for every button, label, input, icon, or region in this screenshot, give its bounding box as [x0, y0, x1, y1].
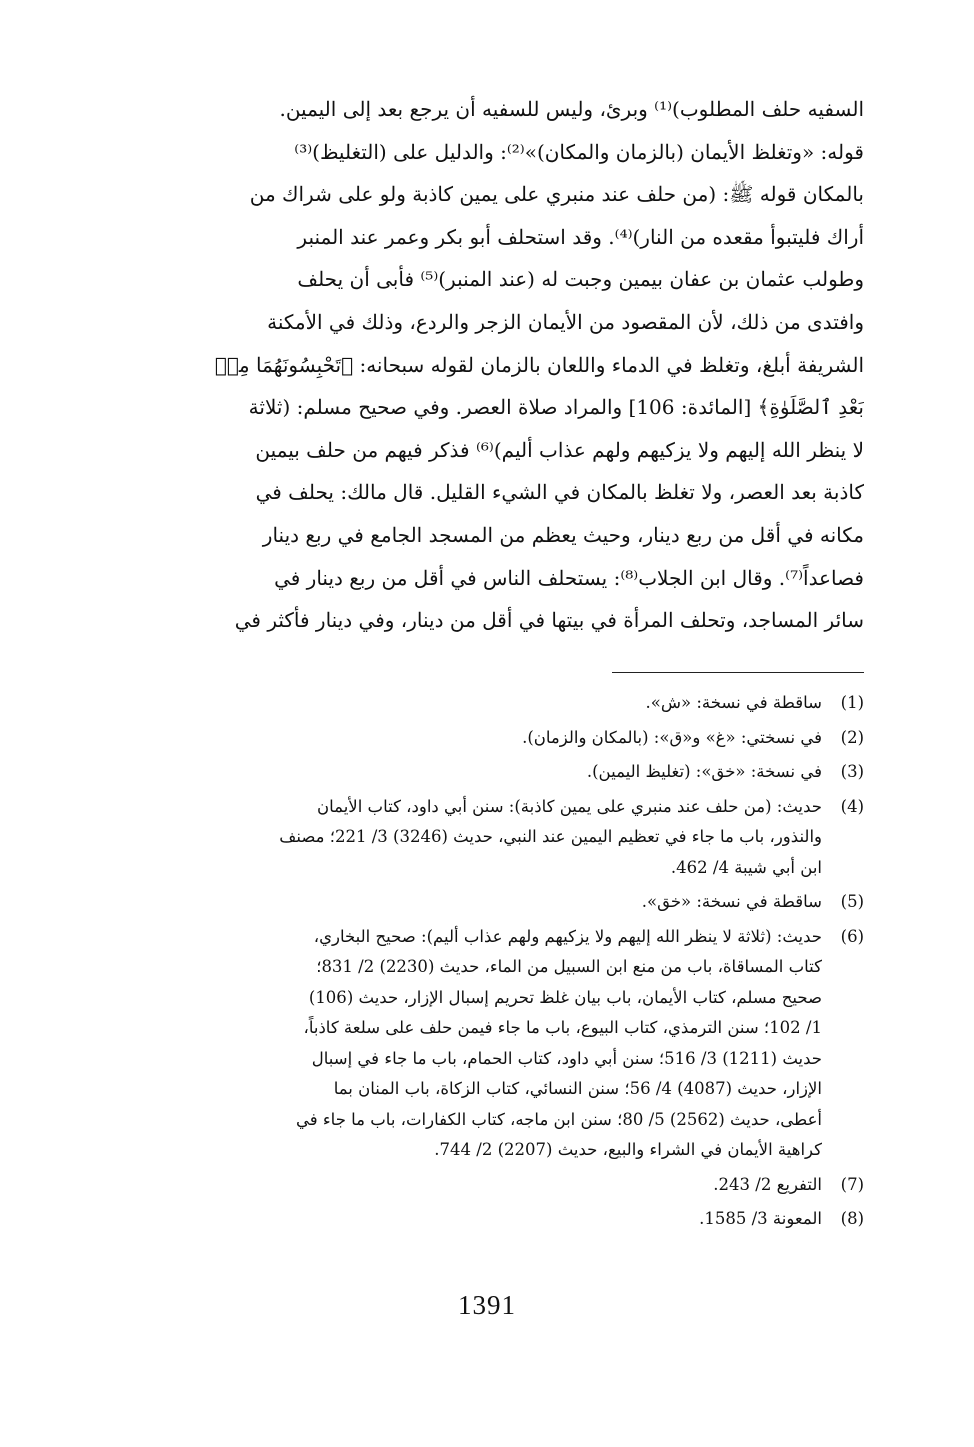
text-line: فصاعداً⁽⁷⁾. وقال ابن الجلاب⁽⁸⁾: يستحلف الناس في أقل من ربع دينار في — [274, 565, 864, 590]
footnote — [110, 723, 864, 754]
text-line: وافتدى من ذلك، لأن المقصود من الأيمان الزجر والردع، وذلك في الأمكنة — [267, 309, 864, 334]
footnote-number: (7) — [840, 1174, 864, 1194]
footnotes — [110, 688, 864, 1239]
text-line: الشريفة أبلغ، وتغلظ في الدماء واللعان بالزمان لقوله سبحانه: ﴿تَحْبِسُونَهُمَا مِنۢ — [214, 352, 864, 377]
footnote-line: حديث: (من حلف عند منبري على يمين كاذبة): سنن أبي داود، كتاب الأيمان — [317, 796, 822, 816]
footnote-line: كتاب المساقاة، باب من منع ابن السبيل من الماء، حديث (2230) 2/ 831؛ — [316, 957, 822, 976]
page-number: 1391 — [458, 1290, 516, 1320]
footnote-line: في نسختي: «غ» و«ق»: (بالمكان والزمان). — [522, 727, 822, 747]
main-text — [110, 88, 864, 642]
footnote-line: أعطى، حديث (2562) 5/ 80؛ سنن ابن ماجه، كتاب الكفارات، باب ما جاء في — [296, 1109, 822, 1129]
footnote-line: ساقطة في نسخة: «ش». — [645, 693, 822, 712]
footnote-body — [110, 688, 822, 719]
text-line: مكانه في أقل من ربع دينار، وحيث يعظم من المسجد الجامع في ربع دينار — [262, 522, 864, 547]
footnote-number: (8) — [840, 1209, 864, 1228]
footnote-number: (3) — [840, 762, 864, 781]
text-line: بَعْدِ ٱلصَّلَوٰةِ﴾ [المائدة: 106] والمراد صلاة العصر. وفي صحيح مسلم: (ثلاثة — [248, 395, 864, 420]
footnote-line: حديث (1211) 3/ 516؛ سنن أبي داود، كتاب الحمام، باب ما جاء في إسبال — [311, 1048, 822, 1068]
footnote-body — [110, 1204, 822, 1235]
footnote-line: التفريع 2/ 243. — [713, 1174, 822, 1194]
footnote-number: (4) — [840, 796, 864, 816]
footnote — [110, 922, 864, 1166]
footnote-body — [110, 723, 822, 754]
footnote — [110, 887, 864, 918]
text-line: سائر المساجد، وتحلف المرأة في بيتها في أقل من دينار، وفي دينار فأكثر في — [234, 608, 864, 633]
footnote-line: 1/ 102؛ سنن الترمذي، كتاب البيوع، باب ما جاء فيمن حلف على سلعة كاذباً، — [303, 1018, 822, 1037]
text-line: قوله: «وتغلظ الأيمان (بالزمان والمكان)»⁽²⁾: والدليل على (التغليظ)⁽³⁾ — [294, 139, 864, 164]
footnote-body — [110, 887, 822, 918]
footnote-line: صحيح مسلم، كتاب الأيمان، باب بيان غلظ تحريم إسبال الإزار، حديث (106) — [308, 987, 822, 1007]
footnote-line: ابن أبي شيبة 4/ 462. — [670, 857, 822, 877]
footnote-number: (6) — [840, 926, 864, 946]
text-line: كاذبة بعد العصر، ولا تغلظ بالمكان في الشيء القليل. قال مالك: يحلف في — [255, 480, 864, 505]
footnote-line: ساقطة في نسخة: «خق». — [641, 892, 822, 911]
footnote-body — [110, 792, 822, 884]
footnote-number: (5) — [840, 892, 864, 911]
footnote — [110, 1204, 864, 1235]
footnote-line: الإزار، حديث (4087) 4/ 56؛ سنن النسائي، كتاب الزكاة، باب المنان بما — [333, 1079, 822, 1098]
footnote — [110, 688, 864, 719]
footnote-body — [110, 922, 822, 1166]
text-line: وطولب عثمان بن عفان بيمين وجبت له (عند المنبر)⁽⁵⁾ فأبى أن يحلف — [297, 267, 864, 292]
text-line: أراك فليتبوأ مقعده من النار)⁽⁴⁾. وقد استحلف أبو بكر وعمر عند المنبر — [297, 224, 864, 249]
footnote-body — [110, 757, 822, 788]
footnote-line: كراهية الأيمان في الشراء والبيع، حديث (2207) 2/ 744. — [434, 1140, 822, 1159]
footnote-line: حديث: (ثلاثة لا ينظر الله إليهم ولا يزكيهم ولهم عذاب أليم): صحيح البخاري، — [313, 926, 822, 946]
footnote-line: والنذور، باب ما جاء في تعظيم اليمين عند النبي، حديث (3246) 3/ 221؛ مصنف — [279, 827, 822, 846]
footnote-line: في نسخة: «خق»: (تغليظ اليمين). — [586, 762, 822, 781]
footnote-separator — [612, 672, 864, 673]
footnote — [110, 792, 864, 884]
text-line: السفيه حلف المطلوب)⁽¹⁾ وبرئ، وليس للسفيه أن يرجع بعد إلى اليمين. — [279, 97, 864, 121]
text-line: لا ينظر الله إليهم ولا يزكيهم ولهم عذاب أليم)⁽⁶⁾ فذكر فيهم من حلف بيمين — [255, 437, 864, 462]
text-line: بالمكان قوله ﷺ: (من حلف عند منبري على يمين كاذبة ولو على شراك من — [249, 182, 864, 207]
footnote — [110, 1170, 864, 1201]
footnote-body — [110, 1170, 822, 1201]
footnote-line: المعونة 3/ 1585. — [699, 1209, 822, 1228]
footnote — [110, 757, 864, 788]
footnote-number: (1) — [840, 693, 864, 712]
footnote-number: (2) — [840, 727, 864, 747]
